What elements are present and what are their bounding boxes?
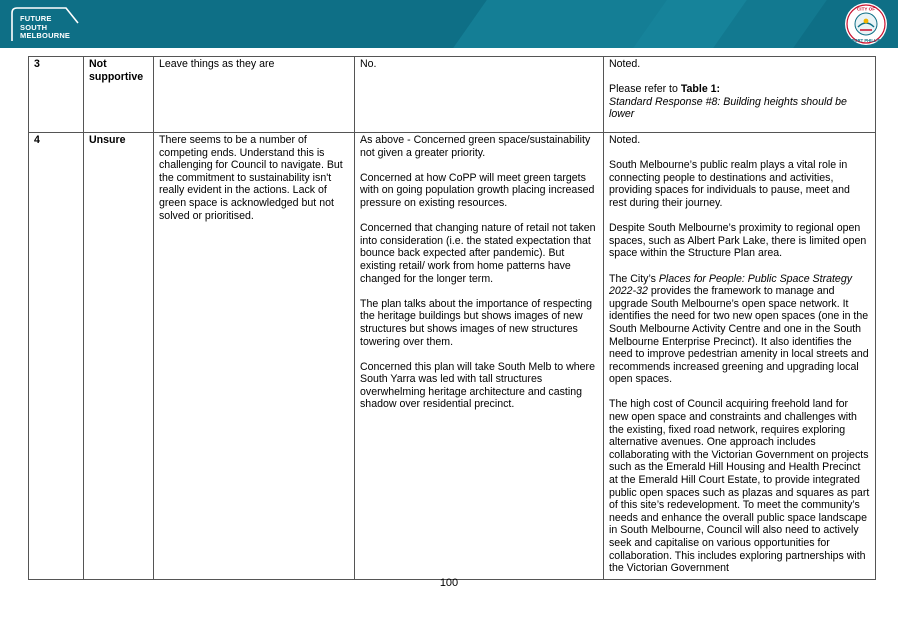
row-number: 4	[29, 133, 84, 580]
response-paragraph	[609, 273, 870, 386]
detail-paragraph: Concerned that changing nature of retail not taken into consideration (i.e. the stated expectation that bounce back expected after pandemic). But existing retail/ work from home patterns have changed for the longer term.	[360, 222, 599, 285]
detail-paragraph: As above - Concerned green space/sustainability not given a greater priority.	[360, 134, 594, 159]
city-of-port-phillip-logo	[844, 2, 888, 46]
response-paragraph: Noted.	[609, 58, 641, 70]
council-seal-icon	[844, 2, 888, 46]
table-row	[29, 133, 876, 580]
response-text: The City’s	[609, 272, 659, 285]
submissions-table	[28, 56, 876, 580]
response-cell	[604, 57, 876, 133]
svg-text:PORT PHILLIP: PORT PHILLIP	[851, 38, 881, 43]
refer-table-link: Table 1:	[680, 83, 721, 96]
page-number: 100	[439, 577, 459, 589]
banner-stripe	[633, 0, 827, 48]
response-paragraph: Despite South Melbourne’s proximity to regional open spaces, such as Albert Park Lake, there is limited open space within the Structure Plan area.	[609, 222, 870, 260]
response-text: provides the framework to manage and upgrade South Melbourne’s open space network. It identifies the need for two new open spaces (one in the South Melbourne Activity Centre and one in the South Melbourne Enterprise Precinct). It also identifies the need to improve pedestrian amenity in local streets and recommends increased greening and upgrading local open spaces.	[609, 285, 872, 386]
future-south-melbourne-logo	[8, 5, 88, 43]
stance-cell: Unsure	[84, 133, 154, 580]
detail-cell	[355, 57, 604, 133]
detail-paragraph: The plan talks about the importance of respecting the heritage buildings but shows images of new structures but shows images of new structures towering over them.	[360, 297, 595, 348]
comment-cell: Leave things as they are	[154, 57, 355, 133]
refer-item: Standard Response #8: Building heights should be lower	[609, 95, 850, 121]
response-paragraph: South Melbourne’s public realm plays a vital role in connecting people to destinations and activities, providing spaces for individuals to pause, meet and rest during their journey.	[609, 159, 853, 209]
logo-line: MELBOURNE	[20, 31, 71, 40]
table-row	[29, 57, 876, 133]
response-cell	[604, 133, 876, 580]
strategy-title: Places for People: Public Space Strategy 2022-32	[609, 272, 855, 298]
detail-paragraph: No.	[360, 58, 377, 70]
logo-line: FUTURE	[20, 14, 52, 23]
refer-prefix: Please refer to	[609, 83, 681, 96]
detail-paragraph: Concerned this plan will take South Melb to where South Yarra was led with tall structures overwhelming heritage architecture and casting shadow over residential precinct.	[360, 360, 598, 411]
logo-line: SOUTH	[20, 22, 48, 32]
detail-cell	[355, 133, 604, 580]
stance-cell: Not supportive	[84, 57, 154, 133]
header-banner	[0, 0, 898, 48]
response-paragraph: Noted.	[609, 134, 641, 146]
svg-text:CITY OF: CITY OF	[856, 6, 876, 12]
response-paragraph: The high cost of Council acquiring freehold land for new open space and constraints and challenges with the existing, fixed road network, requires exploring alternative avenues. One approach includes collaborating with the Victorian Government on projects such as the Emerald Hill Housing and Health Precinct at the Emerald Hill Court Estate, to provide integrated public open spaces such as plazas and squares as part of this site’s redevelopment. To meet the community’s needs and enhance the overall public space landscape in South Melbourne, Council will also need to actively seek and capitalise on various opportunities for collaboration. This includes exploring partnerships with the Victorian Government	[609, 398, 873, 575]
row-number: 3	[29, 57, 84, 133]
detail-paragraph: Concerned at how CoPP will meet green targets with on going population growth placing increased pressure on existing resources.	[360, 171, 598, 209]
logo-text	[20, 15, 70, 41]
comment-cell: There seems to be a number of competing ends. Understand this is challenging for Council to navigate. But the commitment to sustainability isn't really evident in the actions. Lack of green space is acknowledged but not solved or prioritised.	[154, 133, 355, 580]
response-paragraph	[609, 83, 870, 121]
